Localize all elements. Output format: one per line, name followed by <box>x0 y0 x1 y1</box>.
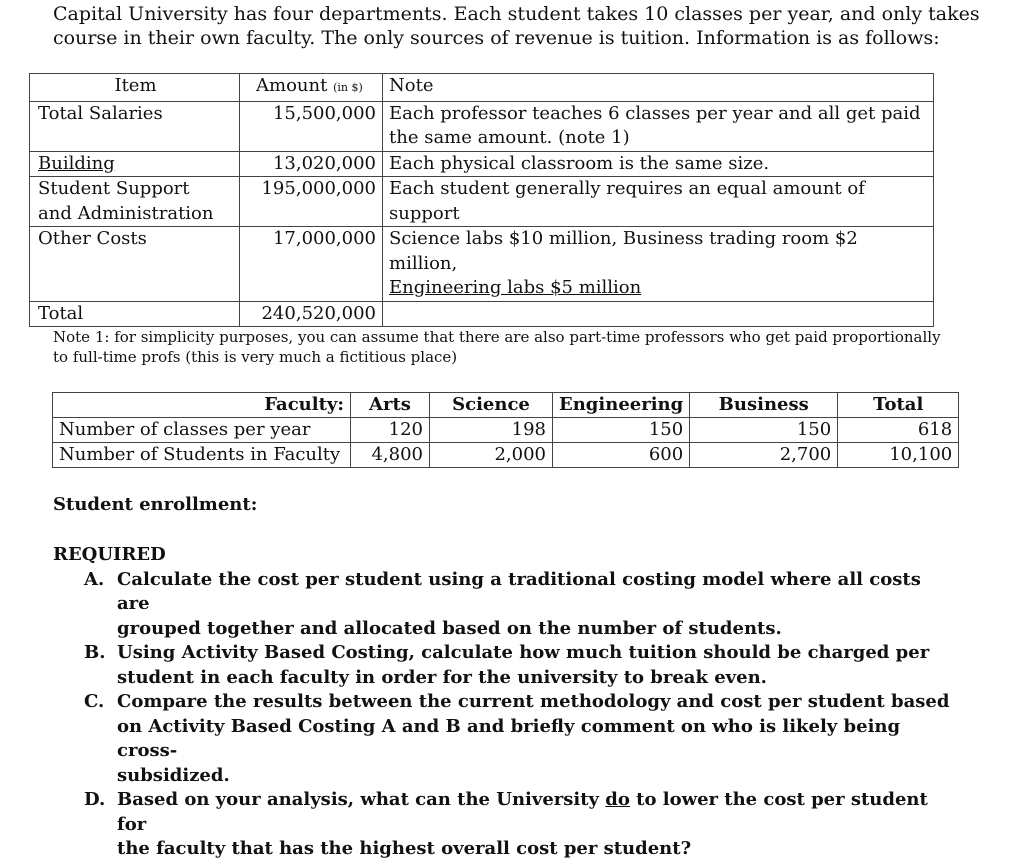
intro-line-2: course in their own faculty. The only sources of revenue is tuition. Information is as follows: <box>53 27 940 49</box>
student-enrollment-label: Student enrollment: <box>53 494 258 515</box>
cost-table-header <box>30 74 934 102</box>
table-row <box>53 418 959 443</box>
row-note <box>383 301 934 327</box>
col-engineering: Engineering <box>553 393 690 418</box>
cell: 618 <box>838 418 959 443</box>
note-1: Note 1: for simplicity purposes, you can assume that there are also part-time professors who get paid proportionally to full-time profs (this is very much a fictitious place) <box>53 328 941 366</box>
table-row <box>30 177 934 227</box>
row-amount: 240,520,000 <box>240 301 383 327</box>
cell: 2,000 <box>430 443 553 468</box>
list-item: D. Based on your analysis, what can the University do to lower the cost per student for the faculty that has the highest overall cost per student? <box>84 789 928 859</box>
required-section <box>53 543 953 862</box>
row-label: Number of Students in Faculty <box>53 443 351 468</box>
cell: 120 <box>351 418 430 443</box>
row-item: Other Costs <box>30 227 240 302</box>
col-arts: Arts <box>351 393 430 418</box>
cell: 198 <box>430 418 553 443</box>
row-note: Science labs $10 million, Business trading room $2 million, Engineering labs $5 million <box>383 227 934 302</box>
cell: 150 <box>690 418 838 443</box>
col-science: Science <box>430 393 553 418</box>
col-business: Business <box>690 393 838 418</box>
row-amount: 15,500,000 <box>240 101 383 151</box>
header-amount-unit: (in $) <box>333 81 363 94</box>
cell: 2,700 <box>690 443 838 468</box>
row-note: Each professor teaches 6 classes per year and all get paid the same amount. (note 1) <box>383 101 934 151</box>
intro-paragraph <box>53 2 1003 50</box>
row-item: Student Support and Administration <box>30 177 240 227</box>
row-amount: 17,000,000 <box>240 227 383 302</box>
table-row <box>30 227 934 302</box>
row-note: Each student generally requires an equal amount of support <box>383 177 934 227</box>
cell: 4,800 <box>351 443 430 468</box>
row-item: Building <box>30 151 240 177</box>
cost-table <box>29 73 934 327</box>
row-label: Number of classes per year <box>53 418 351 443</box>
intro-line-1: Capital University has four departments. Each student takes 10 classes per year, and only takes <box>53 3 980 25</box>
row-amount: 13,020,000 <box>240 151 383 177</box>
required-list <box>53 568 953 862</box>
cell: 10,100 <box>838 443 959 468</box>
header-item: Item <box>30 74 240 102</box>
required-title: REQUIRED <box>53 544 166 565</box>
header-amount: Amount (in $) <box>240 74 383 102</box>
faculty-table <box>52 392 959 468</box>
row-note: Each physical classroom is the same size. <box>383 151 934 177</box>
table-row <box>30 151 934 177</box>
header-note: Note <box>383 74 934 102</box>
row-amount: 195,000,000 <box>240 177 383 227</box>
faculty-header-label: Faculty: <box>53 393 351 418</box>
row-item: Total Salaries <box>30 101 240 151</box>
faculty-header-row <box>53 393 959 418</box>
cell: 150 <box>553 418 690 443</box>
cell: 600 <box>553 443 690 468</box>
table-row <box>30 101 934 151</box>
table-row <box>53 443 959 468</box>
list-item: A. Calculate the cost per student using a traditional costing model where all costs are grouped together and allocated based on the number of students. <box>84 568 921 639</box>
list-item: C. Compare the results between the current methodology and cost per student based on Activity Based Costing A and B and briefly comment on who is likely being cross- subsidized. <box>84 691 950 786</box>
table-row-total <box>30 301 934 327</box>
col-total: Total <box>838 393 959 418</box>
list-item: B. Using Activity Based Costing, calculate how much tuition should be charged per student in each faculty in order for the university to break even. <box>84 642 930 688</box>
row-item: Total <box>30 301 240 327</box>
spellcheck-word-do: do <box>605 789 630 810</box>
